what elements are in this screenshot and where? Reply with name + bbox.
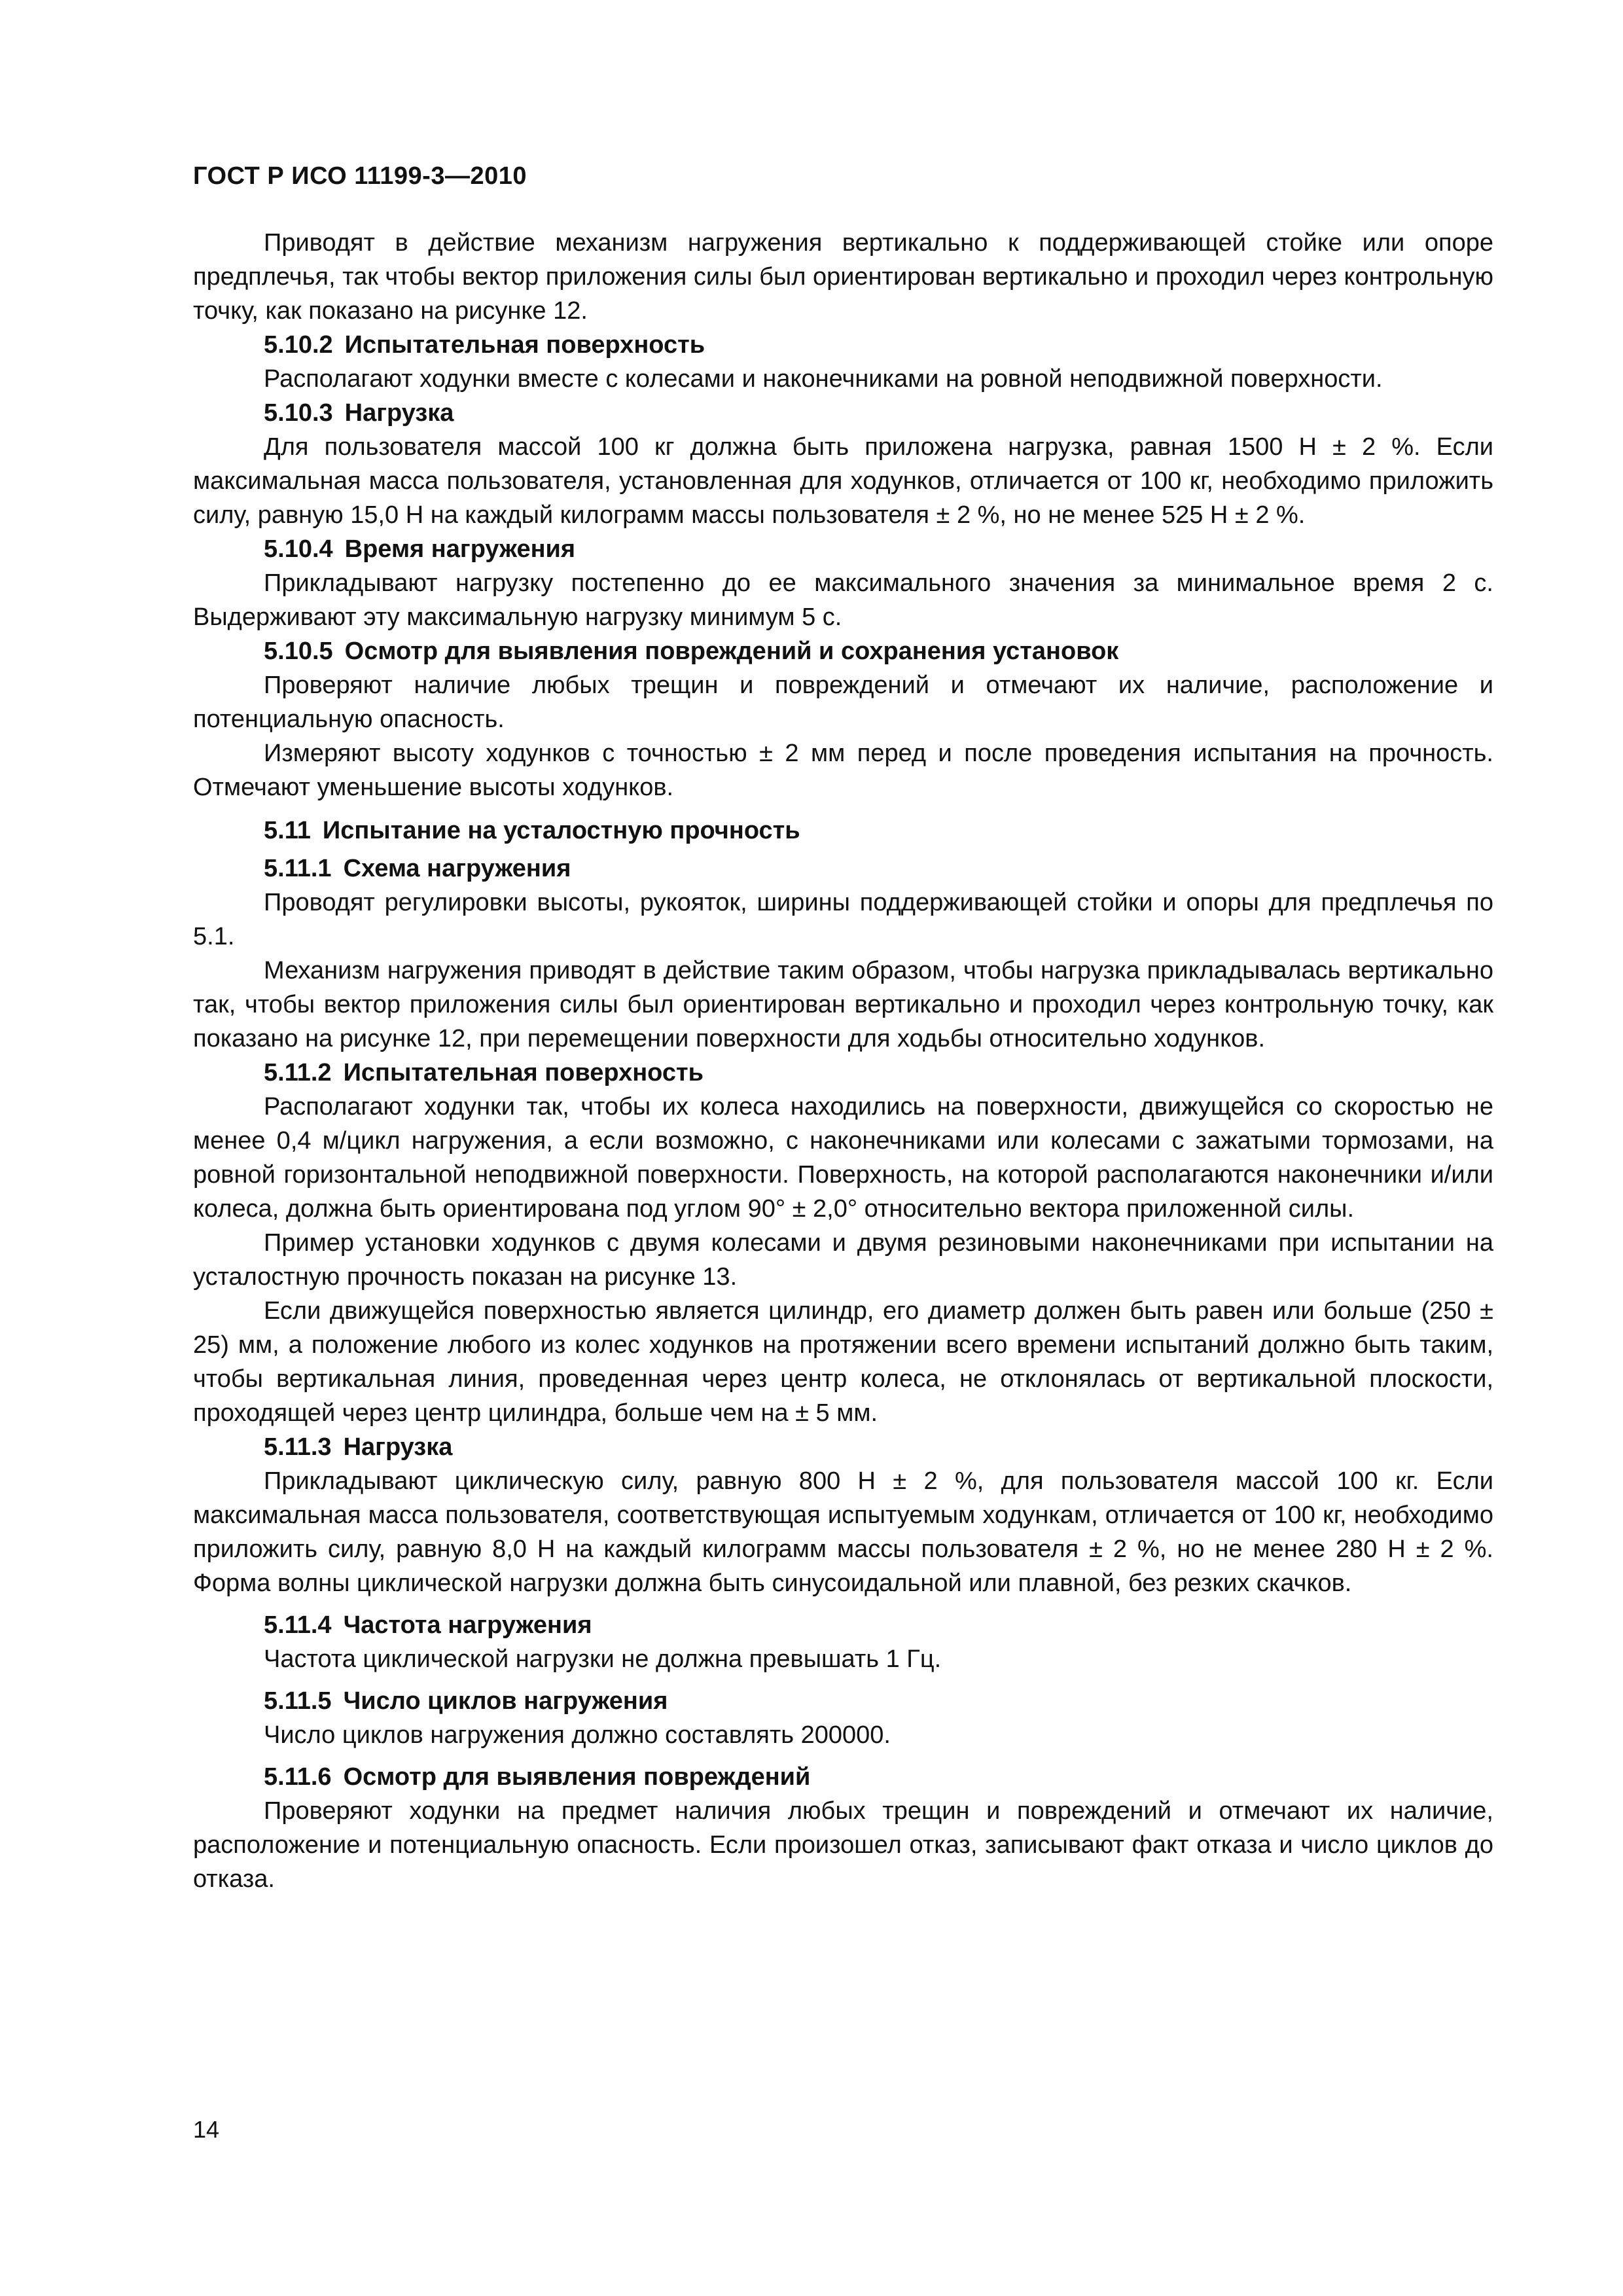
paragraph: Приводят в действие механизм нагружения вертикально к поддерживающей стойке или опоре предплечья, так чтобы вектор приложения силы был ориентирован вертикально и проходил через контрольную точку, как показано на рисунке 12. [193, 229, 1493, 325]
section-heading-5-10-2 [193, 328, 1493, 362]
section-title: Осмотр для выявления повреждений [343, 1763, 811, 1791]
paragraph: Прикладывают нагрузку постепенно до ее максимального значения за минимальное время 2 с. Выдерживают эту максимальную нагрузку минимум 5 с. [193, 569, 1493, 631]
paragraph: Пример установки ходунков с двумя колесами и двумя резиновыми наконечниками при испытании на усталостную прочность показан на рисунке 13. [193, 1229, 1493, 1291]
section-heading-5-11-6 [193, 1760, 1493, 1794]
section-number: 5.11.6 [264, 1763, 332, 1791]
section-title: Испытание на усталостную прочность [322, 817, 800, 844]
section-number: 5.11.3 [264, 1433, 332, 1461]
paragraph: Число циклов нагружения должно составлять 200000. [264, 1721, 891, 1749]
paragraph: Для пользователя массой 100 кг должна быть приложена нагрузка, равная 1500 Н ± 2 %. Если максимальная масса пользователя, установленная для ходунков, отличается от 100 кг, необходимо приложить силу, равную 15,0 Н на каждый килограмм массы пользователя ± 2 %, но не менее 525 Н ± 2 %. [193, 433, 1493, 529]
document-body [193, 226, 1493, 1896]
section-title: Испытательная поверхность [343, 1059, 704, 1086]
section-heading-5-10-3 [193, 396, 1493, 430]
section-heading-5-11-4 [193, 1608, 1493, 1642]
section-title: Частота нагружения [343, 1611, 592, 1639]
paragraph: Измеряют высоту ходунков с точностью ± 2 мм перед и после проведения испытания на прочность. Отмечают уменьшение высоты ходунков. [193, 740, 1493, 801]
paragraph: Располагают ходунки вместе с колесами и наконечниками на ровной неподвижной поверхности. [264, 365, 1383, 393]
paragraph: Если движущейся поверхностью является цилиндр, его диаметр должен быть равен или больше (250 ± 25) мм, а положение любого из колес ходунков на протяжении всего времени испытаний должно быть таким, чтобы вертикальная линия, проведенная через центр колеса, не отклонялась от вертикальной плоскости, проходящей через центр цилиндра, больше чем на ± 5 мм. [193, 1297, 1493, 1427]
section-number: 5.10.2 [264, 331, 333, 359]
section-heading-5-11 [193, 814, 1493, 848]
paragraph: Прикладывают циклическую силу, равную 800 Н ± 2 %, для пользователя массой 100 кг. Если максимальная масса пользователя, соответствующая испытуемым ходункам, отличается от 100 кг, необходимо приложить силу, равную 8,0 Н на каждый килограмм массы пользователя ± 2 %, но не менее 280 Н ± 2 %. Форма волны циклической нагрузки должна быть синусоидальной или плавной, без резких скачков. [193, 1467, 1493, 1597]
section-title: Число циклов нагружения [343, 1687, 668, 1715]
section-heading-5-10-4 [193, 532, 1493, 566]
section-number: 5.11.2 [264, 1059, 332, 1086]
paragraph: Механизм нагружения приводят в действие таким образом, чтобы нагрузка прикладывалась вертикально так, чтобы вектор приложения силы был ориентирован вертикально и проходил через контрольную точку, как показано на рисунке 12, при перемещении поверхности для ходьбы относительно ходунков. [193, 957, 1493, 1052]
paragraph: Частота циклической нагрузки не должна превышать 1 Гц. [264, 1645, 942, 1673]
paragraph: Проверяют наличие любых трещин и повреждений и отмечают их наличие, расположение и потенциальную опасность. [193, 672, 1493, 733]
section-title: Схема нагружения [343, 855, 571, 882]
section-title: Нагрузка [344, 399, 454, 427]
section-number: 5.10.4 [264, 535, 333, 563]
section-heading-5-11-1 [193, 852, 1493, 886]
section-heading-5-10-5 [193, 634, 1493, 668]
page-number: 14 [193, 2116, 220, 2143]
section-heading-5-11-3 [193, 1430, 1493, 1464]
section-number: 5.11.5 [264, 1687, 332, 1715]
paragraph: Проверяют ходунки на предмет наличия любых трещин и повреждений и отмечают их наличие, расположение и потенциальную опасность. Если произошел отказ, записывают факт отказа и число циклов до отказа. [193, 1797, 1493, 1893]
section-heading-5-11-2 [193, 1056, 1493, 1090]
section-title: Нагрузка [343, 1433, 453, 1461]
section-title: Испытательная поверхность [344, 331, 705, 359]
section-heading-5-11-5 [193, 1684, 1493, 1718]
section-number: 5.11.4 [264, 1611, 332, 1639]
document-header: ГОСТ Р ИСО 11199-3—2010 [193, 162, 527, 190]
paragraph: Располагают ходунки так, чтобы их колеса находились на поверхности, движущейся со скоростью не менее 0,4 м/цикл нагружения, а если возможно, с наконечниками или колесами с зажатыми тормозами, на ровной горизонтальной неподвижной поверхности. Поверхность, на которой располагаются наконечники и/или колеса, должна быть ориентирована под углом 90° ± 2,0° относительно вектора приложенной силы. [193, 1093, 1493, 1223]
section-title: Осмотр для выявления повреждений и сохранения установок [344, 637, 1119, 665]
section-number: 5.11.1 [264, 855, 332, 882]
section-number: 5.11 [264, 817, 311, 844]
section-title: Время нагружения [344, 535, 576, 563]
paragraph: Проводят регулировки высоты, рукояток, ширины поддерживающей стойки и опоры для предплечья по 5.1. [193, 889, 1493, 950]
section-number: 5.10.5 [264, 637, 333, 665]
section-number: 5.10.3 [264, 399, 333, 427]
